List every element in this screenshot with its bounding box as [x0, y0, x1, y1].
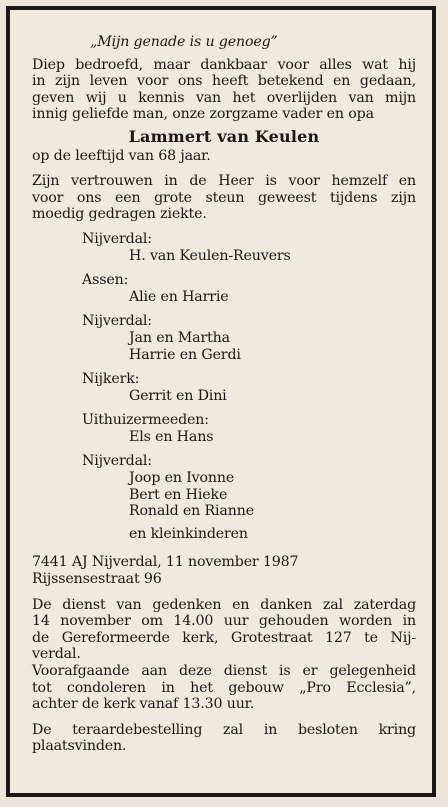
burial-line: De teraardebestelling zal in besloten kring — [32, 721, 416, 738]
family-place: Uithuizermeeden: — [82, 412, 209, 429]
family-place: Nijverdal: — [82, 453, 152, 470]
address-block — [32, 554, 416, 587]
family-member: Harrie en Gerdi — [129, 346, 241, 363]
family-member: Bert en Hieke — [129, 486, 228, 503]
faith-line: moedig gedragen ziekte. — [32, 206, 207, 223]
intro-line: innig geliefde man, onze zorgzame vader en opa — [32, 106, 374, 123]
family-member: Jan en Martha — [129, 329, 230, 346]
family-member: Els en Hans — [129, 428, 214, 445]
family-place: Nijkerk: — [82, 371, 140, 388]
intro-line: Diep bedroefd, maar dankbaar voor alles wat hij — [32, 56, 416, 73]
condolence-line: Voorafgaande aan deze dienst is er gelegenheid — [32, 663, 416, 679]
obituary-notice — [32, 30, 416, 755]
service-line: verdal. — [32, 646, 81, 663]
condolence-paragraph — [32, 663, 416, 713]
bible-motto: „Mijn genade is u genoeg” — [90, 34, 278, 50]
family-list — [82, 231, 416, 520]
family-member: Joop en Ivonne — [129, 470, 235, 487]
burial-line: plaatsvinden. — [32, 738, 127, 755]
intro-line: geven wij u kennis van het overlijden van mijn — [32, 89, 416, 106]
address-line: Rijssensestraat 96 — [32, 571, 162, 588]
faith-paragraph — [32, 173, 416, 223]
deceased-name: Lammert van Keulen — [128, 126, 320, 146]
age-line: op de leeftijd van 68 jaar. — [32, 147, 211, 164]
faith-line: voor ons een grote steun geweest tijdens zijn — [32, 189, 416, 206]
service-paragraph — [32, 597, 416, 663]
grandchildren-line: en kleinkinderen — [129, 525, 248, 542]
condolence-line: tot condoleren in het gebouw „Pro Ecclesia”, — [32, 679, 416, 696]
service-line: 14 november om 14.00 uur gehouden worden in — [32, 613, 416, 630]
address-line: 7441 AJ Nijverdal, 11 november 1987 — [32, 554, 299, 571]
family-member: Alie en Harrie — [129, 288, 229, 305]
family-place: Nijverdal: — [82, 313, 152, 330]
family-place: Assen: — [82, 272, 129, 289]
condolence-line: achter de kerk vanaf 13.30 uur. — [32, 696, 255, 713]
family-place: Nijverdal: — [82, 230, 152, 247]
faith-line: Zijn vertrouwen in de Heer is voor hemzelf en — [32, 173, 416, 190]
family-member: H. van Keulen-Reuvers — [129, 247, 291, 264]
intro-line: in zijn leven voor ons heeft betekend en gedaan, — [32, 73, 416, 90]
family-member: Gerrit en Dini — [129, 387, 227, 404]
intro-paragraph — [32, 57, 416, 123]
family-member: Ronald en Rianne — [129, 503, 254, 520]
service-line: de Gereformeerde kerk, Grotestraat 127 te Nij- — [32, 629, 416, 646]
burial-paragraph — [32, 722, 416, 755]
service-line: De dienst van gedenken en danken zal zaterdag — [32, 596, 416, 613]
